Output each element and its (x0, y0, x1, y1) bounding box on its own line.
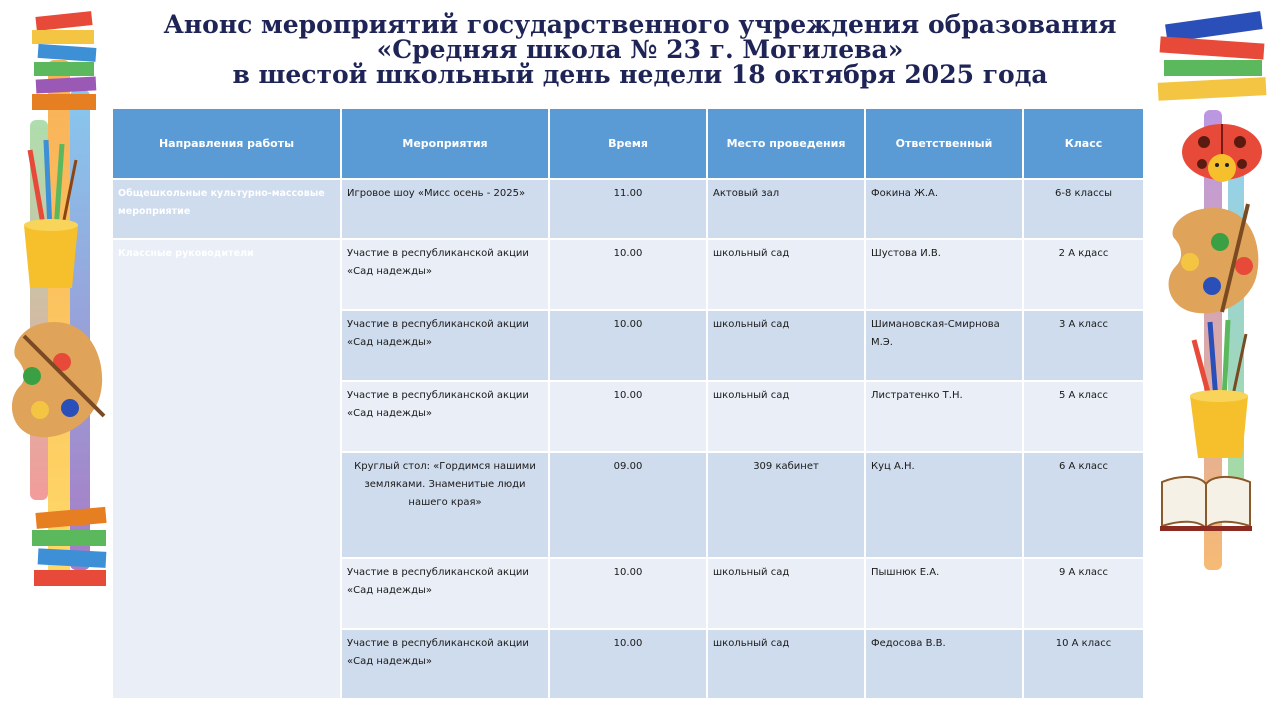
column-header: Место проведения (707, 108, 865, 179)
event-cell: Участие в республиканской акции «Сад надежды» (341, 239, 549, 310)
column-header: Мероприятия (341, 108, 549, 179)
place-cell: 309 кабинет (707, 452, 865, 558)
event-cell: Участие в республиканской акции «Сад надежды» (341, 310, 549, 381)
place-cell: школьный сад (707, 558, 865, 629)
time-cell: 10.00 (549, 629, 707, 699)
books-stack-icon (28, 6, 108, 126)
place-cell: школьный сад (707, 381, 865, 452)
column-header: Направления работы (112, 108, 341, 179)
place-cell: школьный сад (707, 239, 865, 310)
table-row (112, 179, 1144, 239)
time-cell: 10.00 (549, 239, 707, 310)
column-header: Ответственный (865, 108, 1023, 179)
event-cell: Круглый стол: «Гордимся нашими земляками. Знаменитые люди нашего края» (341, 452, 549, 558)
time-cell: 11.00 (549, 179, 707, 239)
class-cell: 2 А кдасс (1023, 239, 1144, 310)
direction-cell: Общешкольные культурно-массовые мероприятие (112, 179, 341, 239)
events-table (111, 107, 1145, 700)
page-title (140, 12, 1140, 87)
event-cell: Участие в республиканской акции «Сад надежды» (341, 381, 549, 452)
table-header-row (112, 108, 1144, 179)
column-header: Время (549, 108, 707, 179)
responsible-cell: Куц А.Н. (865, 452, 1023, 558)
class-cell: 6 А класс (1023, 452, 1144, 558)
class-cell: 6-8 классы (1023, 179, 1144, 239)
column-header: Класс (1023, 108, 1144, 179)
place-cell: школьный сад (707, 629, 865, 699)
paint-palette-icon (1160, 200, 1264, 320)
time-cell: 10.00 (549, 310, 707, 381)
direction-cell: Классные руководители (112, 239, 341, 699)
class-cell: 5 А класс (1023, 381, 1144, 452)
responsible-cell: Пышнюк Е.А. (865, 558, 1023, 629)
time-cell: 10.00 (549, 558, 707, 629)
table-row (112, 239, 1144, 310)
class-cell: 10 А класс (1023, 629, 1144, 699)
event-cell: Участие в республиканской акции «Сад надежды» (341, 558, 549, 629)
responsible-cell: Шимановская-Смирнова М.Э. (865, 310, 1023, 381)
books-stack-icon (1152, 8, 1276, 108)
responsible-cell: Листратенко Т.Н. (865, 381, 1023, 452)
responsible-cell: Шустова И.В. (865, 239, 1023, 310)
title-line-1: Анонс мероприятий государственного учреждения образования (163, 10, 1117, 39)
pencil-cup-icon (10, 130, 90, 290)
time-cell: 09.00 (549, 452, 707, 558)
time-cell: 10.00 (549, 381, 707, 452)
event-cell: Игровое шоу «Мисс осень - 2025» (341, 179, 549, 239)
pencil-cup-icon (1180, 310, 1260, 460)
paint-palette-icon (4, 316, 108, 446)
place-cell: Актовый зал (707, 179, 865, 239)
responsible-cell: Фокина Ж.А. (865, 179, 1023, 239)
title-line-3: в шестой школьный день недели 18 октября 2025 года (232, 60, 1048, 89)
class-cell: 9 А класс (1023, 558, 1144, 629)
class-cell: 3 А класс (1023, 310, 1144, 381)
responsible-cell: Федосова В.В. (865, 629, 1023, 699)
books-stack-icon (30, 500, 114, 600)
place-cell: школьный сад (707, 310, 865, 381)
title-line-2: «Средняя школа № 23 г. Могилева» (376, 35, 904, 64)
open-book-icon (1158, 468, 1254, 532)
ladybug-icon (1176, 112, 1268, 196)
event-cell: Участие в республиканской акции «Сад надежды» (341, 629, 549, 699)
